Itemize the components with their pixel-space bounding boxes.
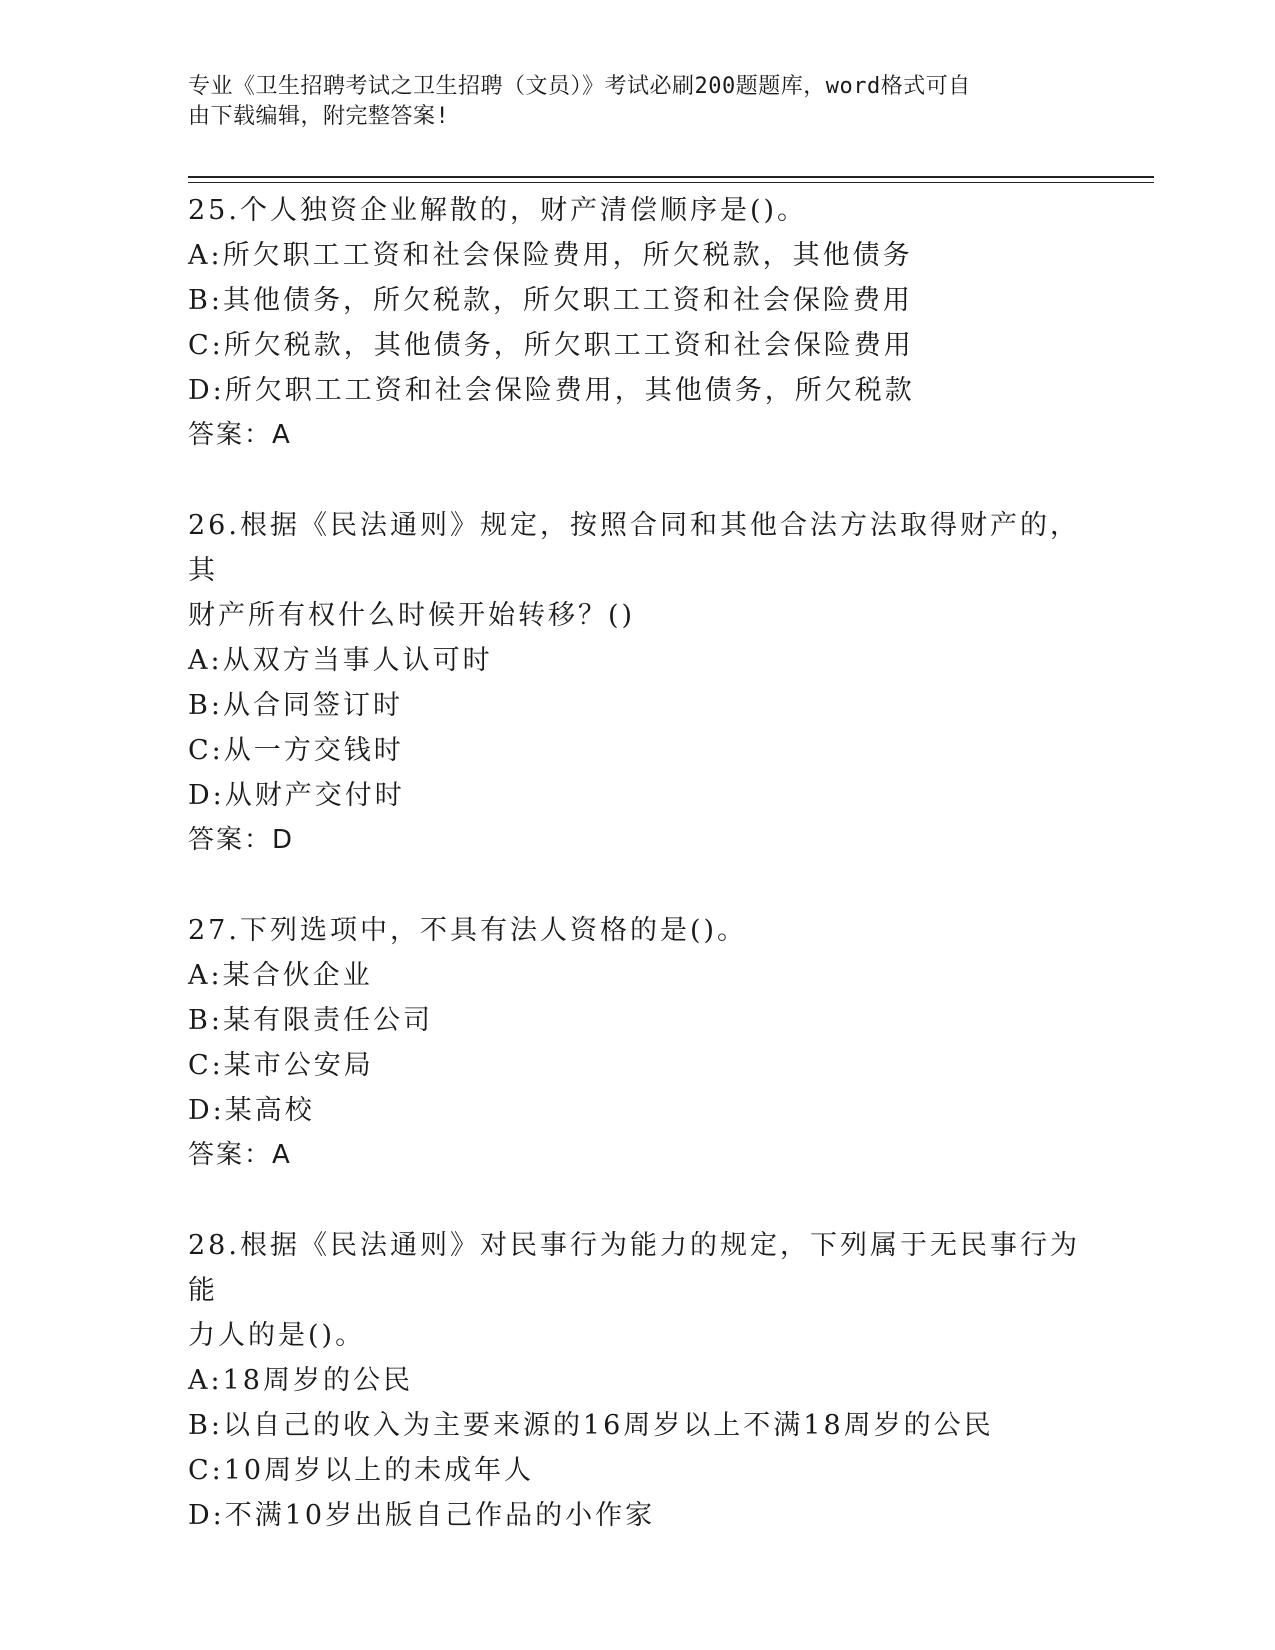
option-d: D:某高校 xyxy=(188,1095,315,1126)
header-line-1: 专业《卫生招聘考试之卫生招聘（文员）》考试必刷200题题库，word格式可自 xyxy=(188,74,971,99)
question-stem-line-1: 26.根据《民法通则》规定，按照合同和其他合法方法取得财产的，其 xyxy=(188,510,1080,586)
option-a: A:所欠职工工资和社会保险费用，所欠税款，其他债务 xyxy=(188,240,913,271)
option-b: B:以自己的收入为主要来源的16周岁以上不满18周岁的公民 xyxy=(188,1410,994,1441)
option-c: C:从一方交钱时 xyxy=(188,735,404,766)
option-a: A:从双方当事人认可时 xyxy=(188,645,493,676)
question-25 xyxy=(188,188,1108,458)
question-26 xyxy=(188,503,1108,863)
option-d: D:所欠职工工资和社会保险费用，其他债务，所欠税款 xyxy=(188,375,915,406)
option-b: B:某有限责任公司 xyxy=(188,1005,433,1036)
header-divider-thick xyxy=(188,176,1154,178)
question-stem-line-2: 财产所有权什么时候开始转移？() xyxy=(188,600,636,631)
document-header xyxy=(188,72,1088,132)
option-d: D:从财产交付时 xyxy=(188,780,405,811)
answer-label: 答案：A xyxy=(188,1140,292,1170)
option-a: A:18周岁的公民 xyxy=(188,1365,413,1396)
option-a: A:某合伙企业 xyxy=(188,960,373,991)
option-b: B:从合同签订时 xyxy=(188,690,403,721)
question-stem-line-1: 28.根据《民法通则》对民事行为能力的规定，下列属于无民事行为能 xyxy=(188,1230,1080,1306)
option-d: D:不满10岁出版自己作品的小作家 xyxy=(188,1500,656,1531)
option-b: B:其他债务，所欠税款，所欠职工工资和社会保险费用 xyxy=(188,285,913,316)
question-stem-line-2: 力人的是()。 xyxy=(188,1320,366,1351)
option-c: C:10周岁以上的未成年人 xyxy=(188,1455,535,1486)
question-27 xyxy=(188,908,1108,1178)
question-list xyxy=(188,188,1108,1583)
header-divider-thin xyxy=(188,182,1154,183)
header-line-2: 由下载编辑，附完整答案! xyxy=(188,104,450,129)
option-c: C:某市公安局 xyxy=(188,1050,374,1081)
question-stem: 25.个人独资企业解散的，财产清偿顺序是()。 xyxy=(188,195,808,226)
question-stem: 27.下列选项中，不具有法人资格的是()。 xyxy=(188,915,748,946)
answer-label: 答案：A xyxy=(188,420,292,450)
question-28 xyxy=(188,1223,1108,1538)
answer-label: 答案：D xyxy=(188,825,295,855)
option-c: C:所欠税款，其他债务，所欠职工工资和社会保险费用 xyxy=(188,330,914,361)
